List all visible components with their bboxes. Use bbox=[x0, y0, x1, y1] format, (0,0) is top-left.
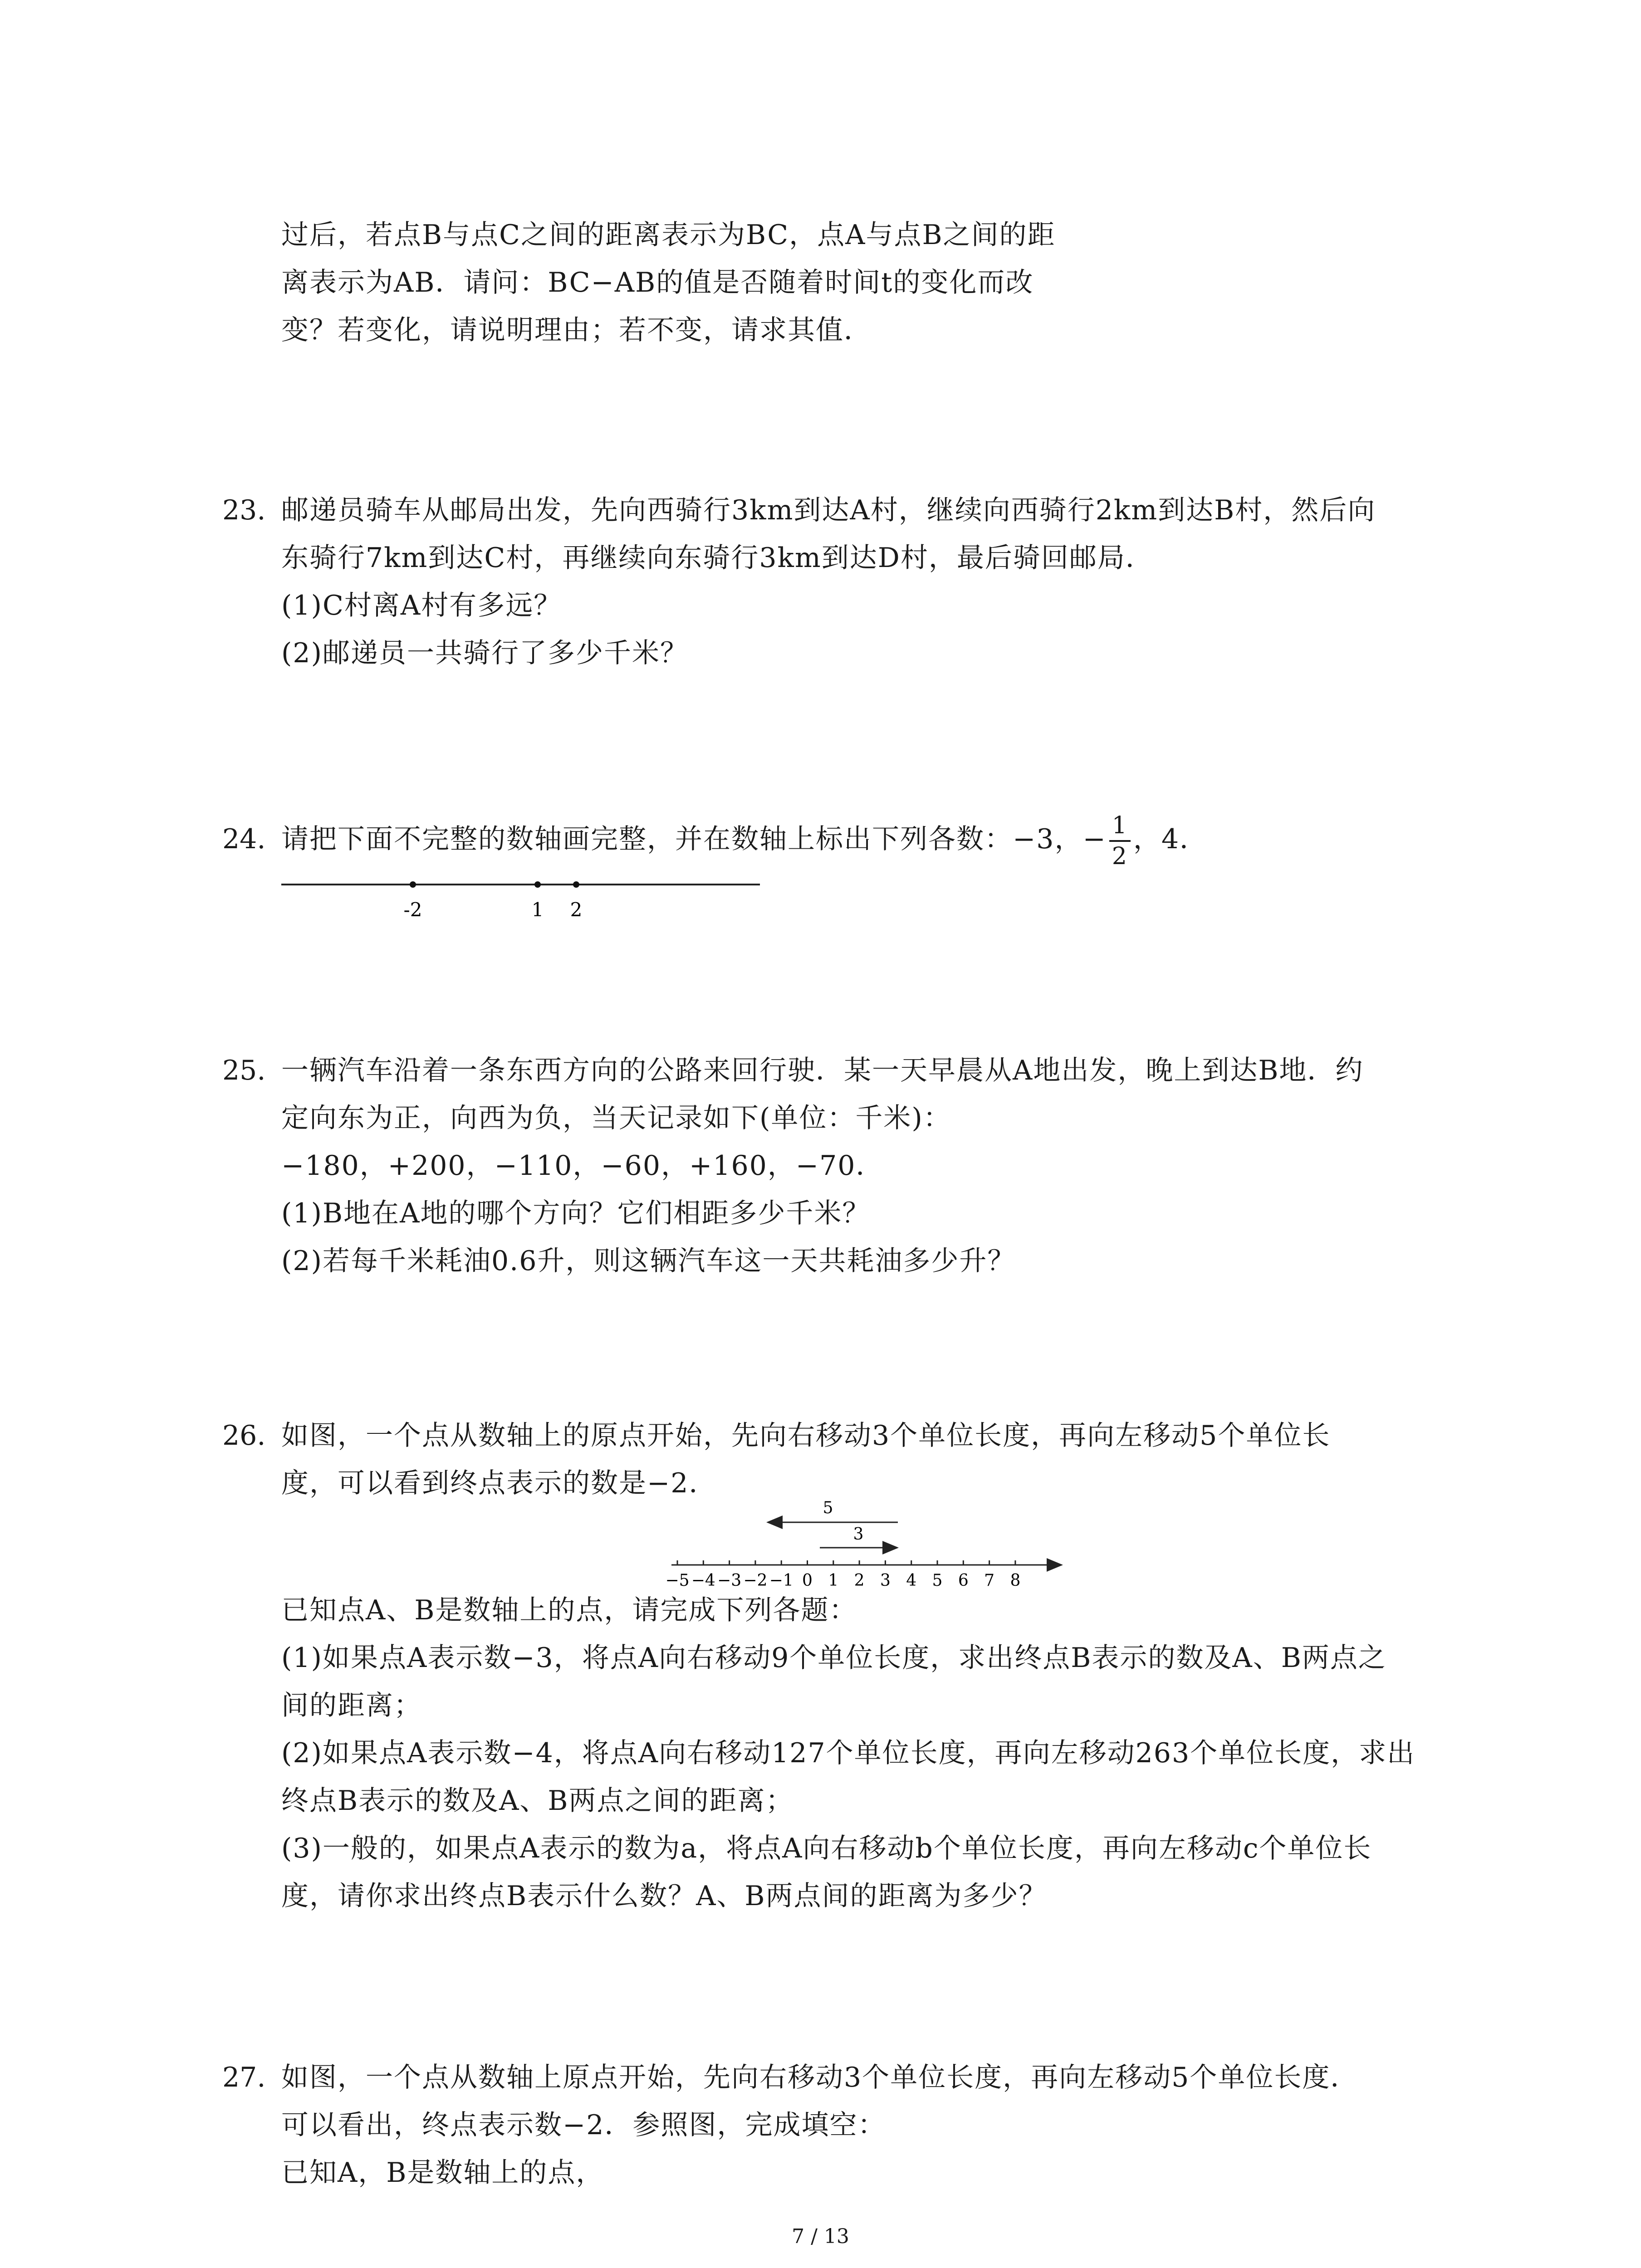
page-number: 7 / 13 bbox=[792, 2225, 849, 2248]
tick-label: 2 bbox=[854, 1571, 865, 1590]
fraction-denominator: 2 bbox=[1112, 843, 1128, 870]
text-line: 一辆汽车沿着一条东西方向的公路来回行驶．某一天早晨从A地出发，晚上到达B地．约 bbox=[281, 1055, 1364, 1086]
axis-point bbox=[573, 881, 579, 888]
question-number: 27. bbox=[222, 2062, 266, 2093]
incomplete-number-line bbox=[272, 871, 771, 925]
tick-label: 8 bbox=[1010, 1571, 1021, 1590]
text-line: 过后，若点B与点C之间的距离表示为BC，点A与点B之间的距 bbox=[281, 219, 1056, 251]
arrow-label: 5 bbox=[823, 1499, 833, 1517]
tick-label: 1 bbox=[828, 1571, 839, 1590]
text-line: 度，请你求出终点B表示什么数？A、B两点间的距离为多少？ bbox=[281, 1880, 1047, 1912]
text-line: −180，+200，−110，−60，+160，−70． bbox=[281, 1150, 884, 1182]
arrow-label: 3 bbox=[853, 1525, 864, 1544]
text-line: 终点B表示的数及A、B两点之间的距离； bbox=[281, 1785, 794, 1817]
tick-label: 7 bbox=[984, 1571, 995, 1590]
text-line bbox=[281, 803, 1208, 875]
text-line: 如图，一个点从数轴上的原点开始，先向右移动3个单位长度，再向左移动5个单位长 bbox=[281, 1420, 1331, 1452]
text-line: (3)一般的，如果点A表示的数为a，将点A向右移动b个单位长度，再向左移动c个单位长 bbox=[281, 1833, 1372, 1864]
tick-label: −5 bbox=[665, 1571, 690, 1590]
fraction bbox=[1109, 814, 1131, 868]
tick-label: −3 bbox=[717, 1571, 742, 1590]
text-line: 度，可以看到终点表示的数是−2． bbox=[281, 1467, 717, 1499]
text-line: 变？若变化，请说明理由；若不变，请求其值． bbox=[281, 314, 872, 346]
axis-point bbox=[410, 881, 416, 888]
text-line: 定向东为正，向西为负，当天记录如下(单位：千米)： bbox=[281, 1102, 951, 1134]
fraction-numerator: 1 bbox=[1109, 814, 1131, 842]
axis-label: 2 bbox=[570, 899, 583, 921]
text-line: 已知A，B是数轴上的点， bbox=[281, 2157, 604, 2189]
text-line: 间的距离； bbox=[281, 1690, 422, 1721]
tick-label: −1 bbox=[769, 1571, 794, 1590]
tick-label: 4 bbox=[906, 1571, 917, 1590]
text-line: (2)若每千米耗油0.6升，则这辆汽车这一天共耗油多少升？ bbox=[281, 1245, 1016, 1277]
axis-point bbox=[534, 881, 541, 888]
axis-label: -2 bbox=[403, 899, 422, 921]
tick-label: −4 bbox=[691, 1571, 715, 1590]
number-line-figure bbox=[662, 1497, 1071, 1601]
tick-label: 5 bbox=[932, 1571, 943, 1590]
text-segment: 请把下面不完整的数轴画完整，并在数轴上标出下列各数：−3，− bbox=[281, 823, 1107, 855]
question-number: 25. bbox=[222, 1055, 266, 1086]
tick-label: 3 bbox=[880, 1571, 891, 1590]
text-line: 已知点A、B是数轴上的点，请完成下列各题： bbox=[281, 1594, 857, 1626]
text-line: 离表示为AB．请问：BC−AB的值是否随着时间t的变化而改 bbox=[281, 267, 1034, 298]
tick-label: 0 bbox=[802, 1571, 813, 1590]
text-line: 如图，一个点从数轴上原点开始，先向右移动3个单位长度，再向左移动5个单位长度． bbox=[281, 2062, 1359, 2093]
text-line: (2)邮递员一共骑行了多少千米？ bbox=[281, 637, 688, 669]
axis-label: 1 bbox=[531, 899, 544, 921]
question-number: 23. bbox=[222, 494, 266, 526]
text-line: 邮递员骑车从邮局出发，先向西骑行3km到达A村，继续向西骑行2km到达B村，然后向 bbox=[281, 494, 1376, 526]
text-line: 可以看出，终点表示数−2．参照图，完成填空： bbox=[281, 2109, 886, 2141]
text-line: (1)如果点A表示数−3，将点A向右移动9个单位长度，求出终点B表示的数及A、B两点之 bbox=[281, 1642, 1386, 1674]
question-number: 24. bbox=[222, 823, 266, 855]
text-line: (1)C村离A村有多远？ bbox=[281, 590, 562, 621]
question-number: 26. bbox=[222, 1420, 266, 1452]
tick-label: 6 bbox=[958, 1571, 969, 1590]
tick-label: −2 bbox=[743, 1571, 768, 1590]
text-line: (2)如果点A表示数−4，将点A向右移动127个单位长度，再向左移动263个单位长度，求出 bbox=[281, 1737, 1416, 1769]
text-line: 东骑行7km到达C村，再继续向东骑行3km到达D村，最后骑回邮局． bbox=[281, 542, 1154, 574]
text-segment: ，4． bbox=[1133, 823, 1208, 855]
text-line: (1)B地在A地的哪个方向？它们相距多少千米？ bbox=[281, 1198, 871, 1229]
